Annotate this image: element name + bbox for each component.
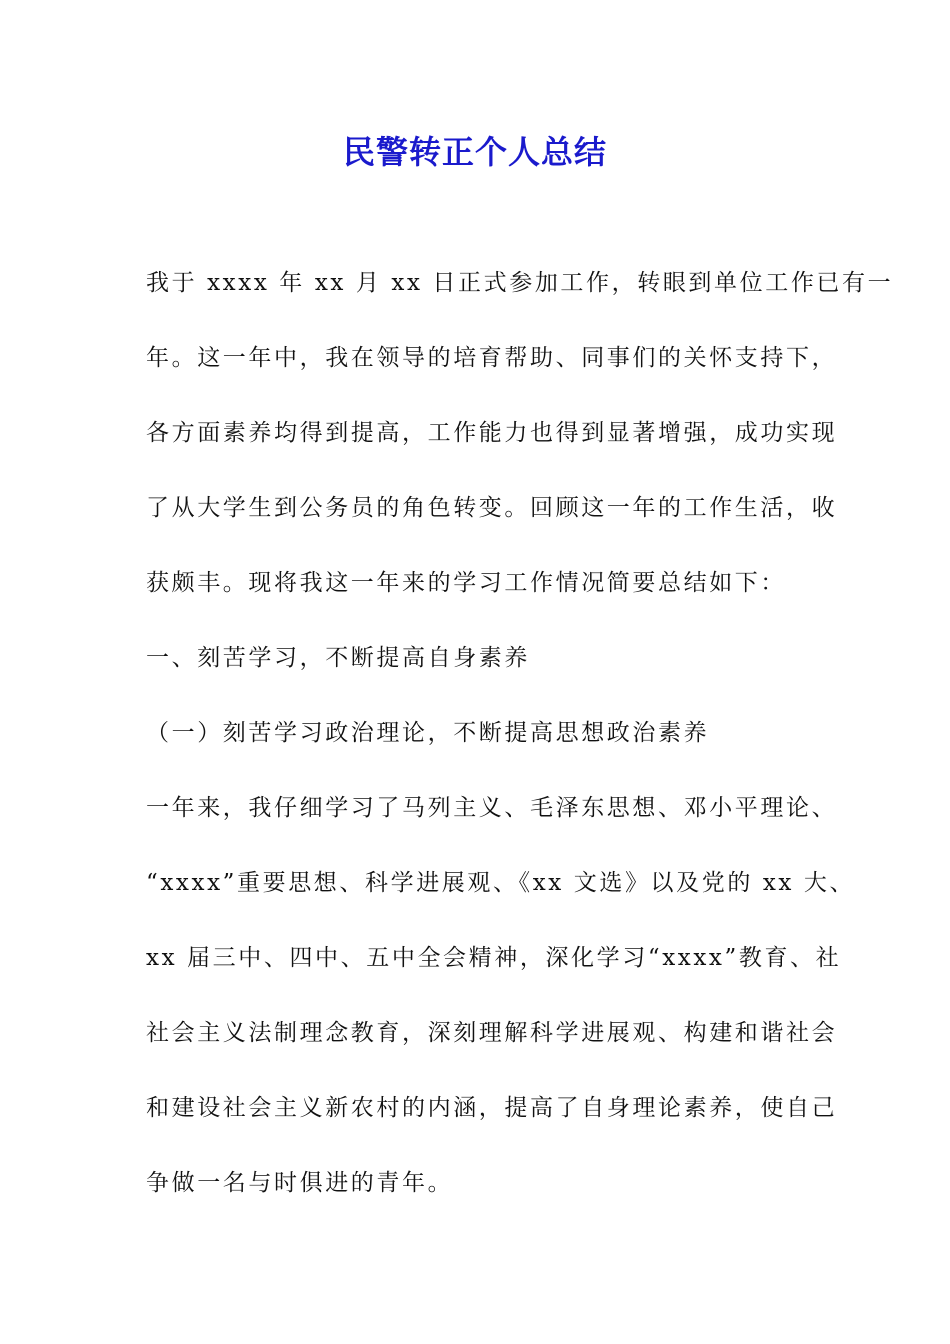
body-line-10: 和建设社会主义新农村的内涵，提高了自身理论素养，使自己: [146, 1095, 838, 1121]
subsection-heading: （一）刻苦学习政治理论，不断提高思想政治素养: [146, 720, 710, 746]
body-line-8: xx 届三中、四中、五中全会精神，深化学习“xxxx”教育、社: [146, 945, 842, 971]
body-line-1: 我于 xxxx 年 xx 月 xx 日正式参加工作，转眼到单位工作已有一: [146, 270, 894, 296]
body-line-5: 获颇丰。现将我这一年来的学习工作情况简要总结如下：: [146, 570, 786, 596]
body-line-7: “xxxx”重要思想、科学进展观、《xx 文选》以及党的 xx 大、: [146, 870, 856, 896]
body-line-4: 了从大学生到公务员的角色转变。回顾这一年的工作生活，收: [146, 495, 838, 521]
section-heading: 一、刻苦学习，不断提高自身素养: [146, 645, 530, 671]
body-line-11: 争做一名与时俱进的青年。: [146, 1170, 454, 1196]
body-line-6: 一年来，我仔细学习了马列主义、毛泽东思想、邓小平理论、: [146, 795, 838, 821]
document-title: 民警转正个人总结: [342, 133, 607, 171]
body-line-2: 年。这一年中，我在领导的培育帮助、同事们的关怀支持下，: [146, 345, 838, 371]
body-line-9: 社会主义法制理念教育，深刻理解科学进展观、构建和谐社会: [146, 1020, 838, 1046]
body-line-3: 各方面素养均得到提高，工作能力也得到显著增强，成功实现: [146, 420, 838, 446]
